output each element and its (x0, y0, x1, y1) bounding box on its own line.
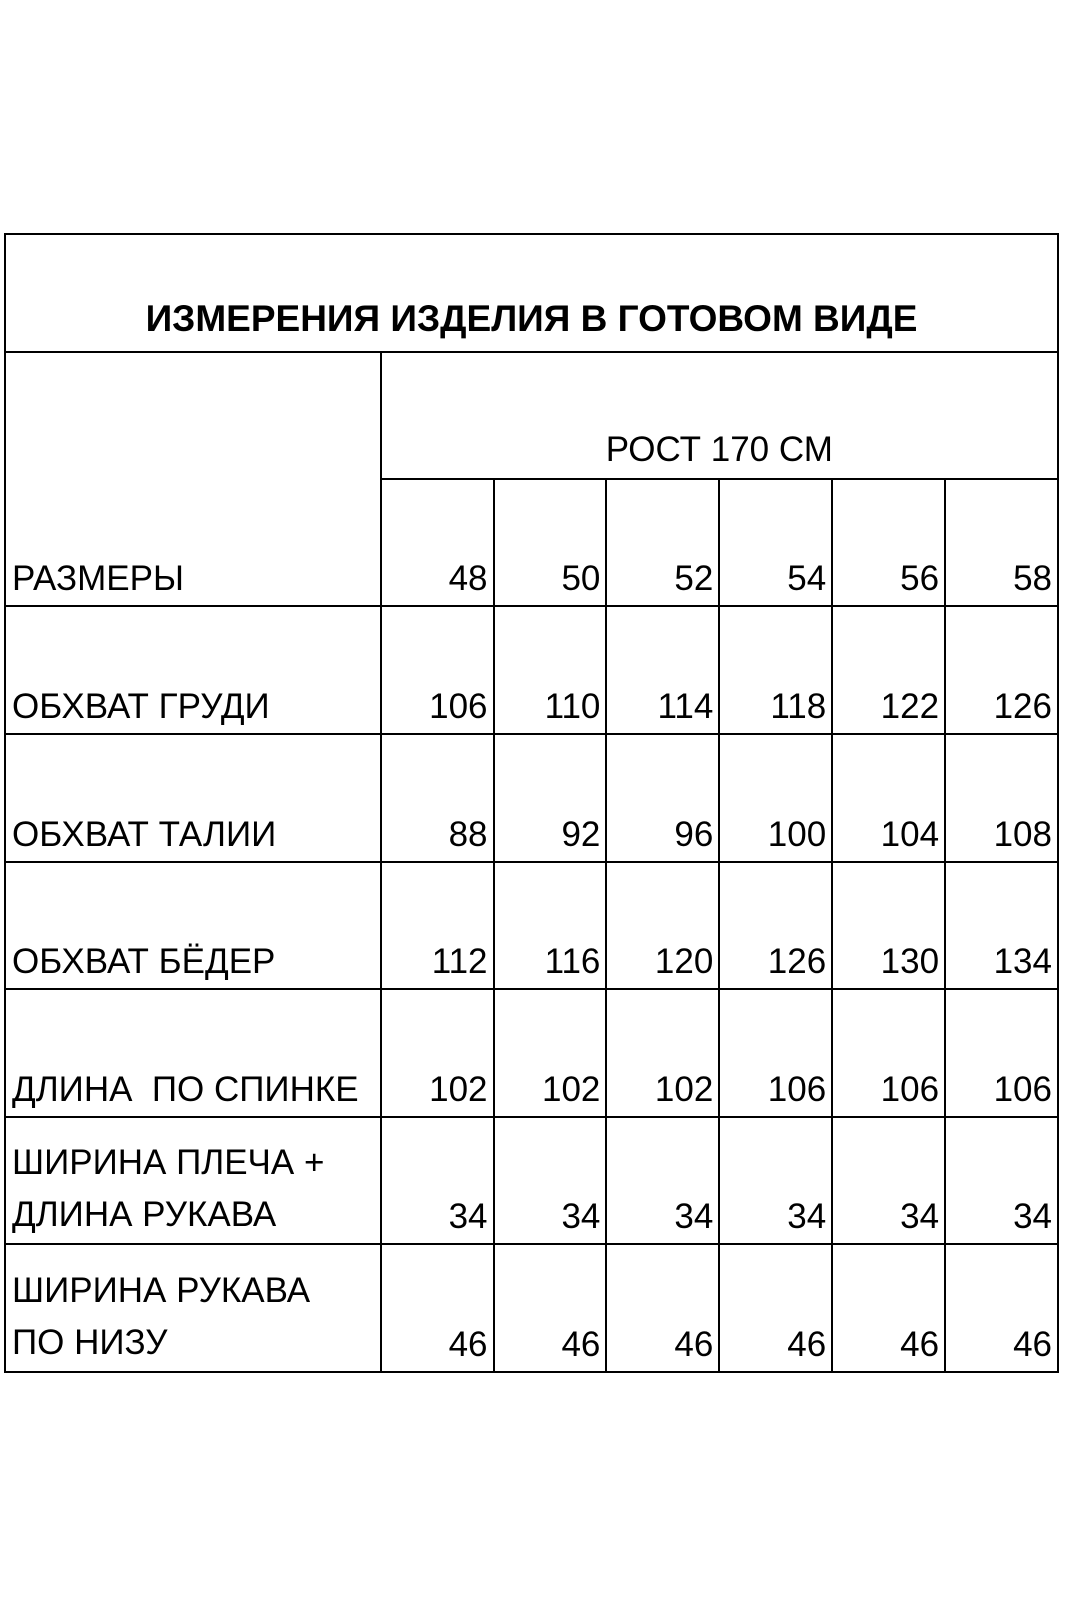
row-label-shoulder-sleeve (5, 1117, 381, 1245)
back-length-value: 106 (719, 989, 832, 1117)
sleeve-width-value: 46 (719, 1244, 832, 1372)
table-row-sleeve-width (5, 1244, 1058, 1372)
chest-value: 122 (832, 606, 945, 734)
waist-value: 88 (381, 734, 494, 862)
size-chart-table (4, 233, 1059, 1373)
sleeve-width-value: 46 (494, 1244, 607, 1372)
size-value: 48 (381, 479, 494, 607)
row-label-line: ДЛИНА РУКАВА (12, 1195, 277, 1235)
sleeve-width-value: 46 (832, 1244, 945, 1372)
sleeve-width-value: 46 (381, 1244, 494, 1372)
size-value: 58 (945, 479, 1058, 607)
row-label-sizes: РАЗМЕРЫ (5, 352, 381, 606)
back-length-value: 102 (606, 989, 719, 1117)
back-length-value: 102 (381, 989, 494, 1117)
size-value: 52 (606, 479, 719, 607)
waist-value: 100 (719, 734, 832, 862)
shoulder-sleeve-value: 34 (945, 1117, 1058, 1245)
table-row-shoulder-sleeve (5, 1117, 1058, 1245)
back-length-value: 106 (832, 989, 945, 1117)
waist-value: 108 (945, 734, 1058, 862)
row-label-line: ПО НИЗУ (12, 1323, 168, 1362)
shoulder-sleeve-value: 34 (832, 1117, 945, 1245)
title-row (5, 234, 1058, 352)
chest-value: 118 (719, 606, 832, 734)
waist-value: 96 (606, 734, 719, 862)
chest-value: 110 (494, 606, 607, 734)
shoulder-sleeve-value: 34 (381, 1117, 494, 1245)
hips-value: 112 (381, 862, 494, 990)
table-row-hips (5, 862, 1058, 990)
shoulder-sleeve-value: 34 (719, 1117, 832, 1245)
shoulder-sleeve-value: 34 (494, 1117, 607, 1245)
chest-value: 114 (606, 606, 719, 734)
row-label-line: ШИРИНА ПЛЕЧА + (12, 1143, 325, 1183)
size-value: 54 (719, 479, 832, 607)
table-row-waist (5, 734, 1058, 862)
waist-value: 104 (832, 734, 945, 862)
table-row-chest (5, 606, 1058, 734)
chest-value: 106 (381, 606, 494, 734)
chest-value: 126 (945, 606, 1058, 734)
sleeve-width-value: 46 (945, 1244, 1058, 1372)
height-label: РОСТ 170 СМ (381, 352, 1058, 479)
row-label-waist: ОБХВАТ ТАЛИИ (5, 734, 381, 862)
sleeve-width-value: 46 (606, 1244, 719, 1372)
back-length-value: 102 (494, 989, 607, 1117)
hips-value: 120 (606, 862, 719, 990)
table-row-back-length (5, 989, 1058, 1117)
back-length-value: 106 (945, 989, 1058, 1117)
hips-value: 130 (832, 862, 945, 990)
row-label-back-length: ДЛИНА ПО СПИНКЕ (5, 989, 381, 1117)
waist-value: 92 (494, 734, 607, 862)
size-value: 50 (494, 479, 607, 607)
shoulder-sleeve-value: 34 (606, 1117, 719, 1245)
hips-value: 134 (945, 862, 1058, 990)
size-value: 56 (832, 479, 945, 607)
row-label-hips: ОБХВАТ БЁДЕР (5, 862, 381, 990)
row-label-line: ШИРИНА РУКАВА (12, 1271, 311, 1310)
height-row (5, 352, 1058, 479)
table-title: ИЗМЕРЕНИЯ ИЗДЕЛИЯ В ГОТОВОМ ВИДЕ (5, 234, 1058, 352)
hips-value: 116 (494, 862, 607, 990)
row-label-sleeve-width (5, 1244, 381, 1372)
hips-value: 126 (719, 862, 832, 990)
row-label-chest: ОБХВАТ ГРУДИ (5, 606, 381, 734)
